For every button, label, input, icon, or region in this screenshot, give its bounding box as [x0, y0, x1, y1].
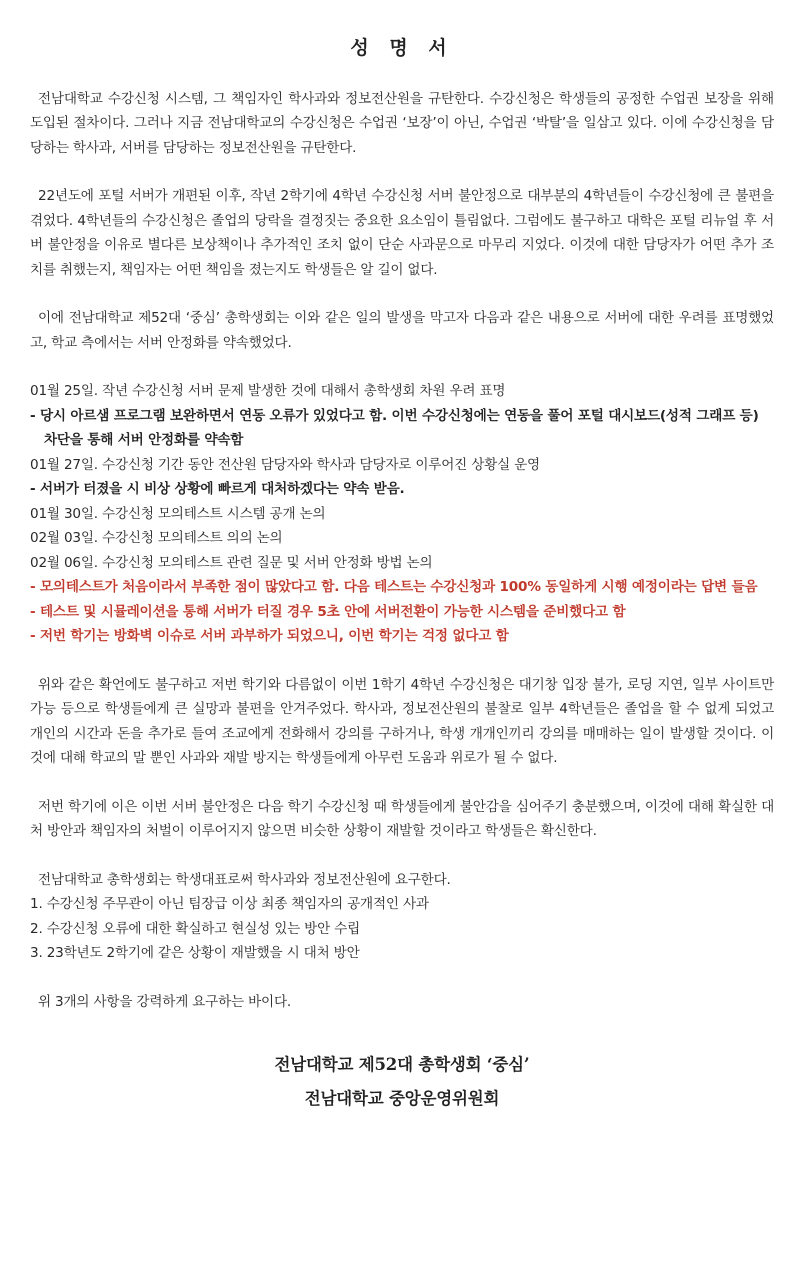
closing-paragraph: 위 3개의 사항을 강력하게 요구하는 바이다.: [38, 993, 292, 1010]
signature-line-committee: 전남대학교 중앙운영위원회: [304, 1089, 500, 1108]
demand-item: 2. 수강신청 오류에 대한 확실하고 현실성 있는 방안 수립: [30, 920, 361, 937]
failure-paragraph: 위와 같은 확언에도 불구하고 저번 학기와 다름없이 이번 1학기 4학년 수강신청은 대기창 입장 불가, 로딩 지연, 일부 사이트만 가능 등으로 학생들에게 큰 실망과 불편을 안겨주었다. 학사과, 정보전산원의 불찰로 일부 4학년들은 졸업을 할 수 없게 되었고 개인의 시간과 돈을 추가로 들여 조교에게 전화해서 강의를 구하거나, 학생 개개인끼리 강의를 매매하는 일이 발생할 것이다. 이것에 대해 학교의 말 뿐인 사과와 재발 방지는 학생들에게 아무런 도움과 위로가 될 수 없다.: [30, 676, 774, 766]
timeline-item: 02월 03일. 수강신청 모의테스트 의의 논의: [30, 530, 283, 546]
timeline-item: 02월 06일. 수강신청 모의테스트 관련 질문 및 서버 안정화 방법 논의: [30, 554, 433, 571]
timeline-item: 01월 27일. 수강신청 기간 동안 전산원 담당자와 학사과 담당자로 이루어진 상황실 운영: [30, 456, 540, 473]
background-paragraph: 22년도에 포털 서버가 개편된 이후, 작년 2학기에 4학년 수강신청 서버 불안정으로 대부분의 4학년들이 수강신청에 큰 불편을 겪었다. 4학년들의 수강신청은 졸업의 당락을 결정짓는 중요한 요소임이 틀림없다. 그럼에도 불구하고 대학은 포털 리뉴얼 후 서버 불안정을 이유로 별다른 보상책이나 추가적인 조치 없이 단순 사과문으로 마무리 지었다. 이것에 대한 담당자가 어떤 추가 조치를 취했는지, 책임자는 어떤 책임을 졌는지도 학생들은 알 길이 없다.: [30, 188, 774, 278]
demand-list: [30, 892, 774, 966]
demand-item: 3. 23학년도 2학기에 같은 상황이 재발했을 시 대처 방안: [30, 945, 360, 961]
signature-block: [30, 1048, 774, 1116]
demand-intro: 전남대학교 총학생회는 학생대표로써 학사과와 정보전산원에 요구한다.: [38, 871, 451, 888]
timeline-note-highlight: - 테스트 및 시뮬레이션을 통해 서버가 터질 경우 5초 안에 서버전환이 가능한 시스템을 준비했다고 함: [30, 603, 626, 620]
timeline-note: - 서버가 터졌을 시 비상 상황에 빠르게 대처하겠다는 약속 받음.: [30, 481, 405, 497]
demand-item: 1. 수강신청 주무관이 아닌 팀장급 이상 최종 책임자의 공개적인 사과: [30, 896, 429, 912]
timeline-note: - 당시 아르샘 프로그램 보완하면서 연동 오류가 있었다고 함. 이번 수강신청에는 연동을 풀어 포털 대시보드(성적 그래프 등) 차단을 통해 서버 안정화를 약속함: [30, 407, 759, 448]
timeline-note-highlight: - 저번 학기는 방화벽 이슈로 서버 과부하가 되었으니, 이번 학기는 걱정 없다고 함: [30, 628, 509, 644]
signature-line-student-council: 전남대학교 제52대 총학생회 ‘중심’: [274, 1055, 530, 1074]
concern-paragraph: 이에 전남대학교 제52대 ‘중심’ 총학생회는 이와 같은 일의 발생을 막고자 다음과 같은 내용으로 서버에 대한 우려를 표명했었고, 학교 측에서는 서버 안정화를 약속했었다.: [30, 310, 774, 351]
timeline-list: [30, 379, 774, 649]
timeline-item: 01월 30일. 수강신청 모의테스트 시스템 공개 논의: [30, 505, 326, 522]
document-title: 성 명 서: [350, 37, 454, 59]
conviction-paragraph: 저번 학기에 이은 이번 서버 불안정은 다음 학기 수강신청 때 학생들에게 불안감을 심어주기 충분했으며, 이것에 대해 확실한 대처 방안과 책임자의 처벌이 이루어지지 않으면 비슷한 상황이 재발할 것이라고 학생들은 확신한다.: [30, 798, 774, 839]
timeline-note-highlight: - 모의테스트가 처음이라서 부족한 점이 많았다고 함. 다음 테스트는 수강신청과 100% 동일하게 시행 예정이라는 답변 들음: [30, 579, 758, 595]
intro-paragraph: 전남대학교 수강신청 시스템, 그 책임자인 학사과와 정보전산원을 규탄한다. 수강신청은 학생들의 공정한 수업권 보장을 위해 도입된 절차이다. 그러나 지금 전남대학교의 수강신청은 수업권 ‘보장’이 아닌, 수업권 ‘박탈’을 일삼고 있다. 이에 수강신청을 담당하는 학사과, 서버를 담당하는 정보전산원을 규탄한다.: [30, 90, 774, 156]
timeline-item: 01월 25일. 작년 수강신청 서버 문제 발생한 것에 대해서 총학생회 차원 우려 표명: [30, 383, 506, 399]
